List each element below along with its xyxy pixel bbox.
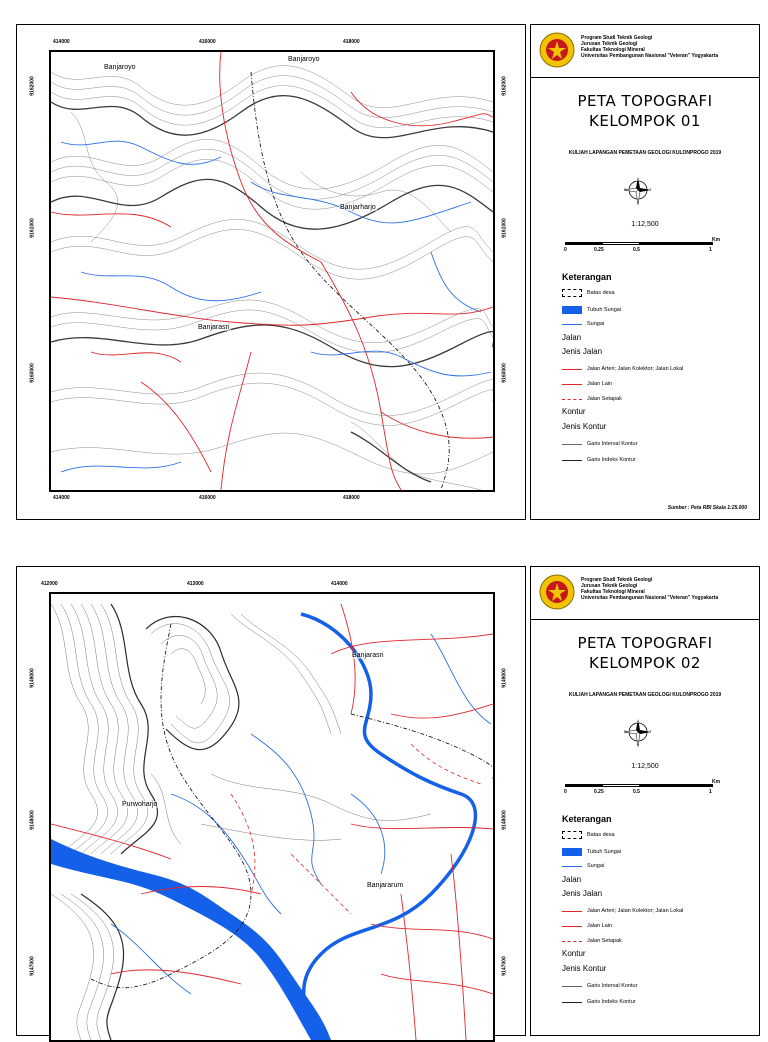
index-contour-icon [562,1002,582,1003]
river-line-icon [562,324,582,325]
x-tick: 418000 [343,39,360,45]
svg-text:B: B [624,187,627,192]
scale-label: 0 [564,247,567,253]
legend-heading: Kontur [562,407,586,416]
river-line-icon [562,866,582,867]
main-road-icon [562,911,582,912]
legend-panel [530,24,760,520]
river-body-symbol-icon [562,306,582,314]
legend-row: Jalan Setapak [562,936,752,946]
scale-label: 0.25 [594,247,604,253]
y-tick: 9149000 [29,668,36,688]
legend-heading: Kontur [562,949,586,958]
y-tick: 9147000 [501,956,508,976]
main-road-icon [562,369,582,370]
svg-text:U: U [636,719,640,724]
legend-row: Sungai [562,861,752,871]
roads [51,604,493,1040]
svg-text:S: S [636,200,640,205]
legend-row: Garis Indeks Kontur [562,997,752,1007]
source-note: Sumber : Peta RBI Skala 1:25.000 [667,505,747,511]
legend-row: Batas desa [562,288,752,298]
scale-text: 1:12,500 [631,763,659,770]
map-2-canvas [51,594,493,1040]
svg-text:B: B [624,729,627,734]
map-frame [16,566,526,1036]
legend-heading: Jenis Jalan [562,347,603,356]
map-frame [16,24,526,520]
y-tick: 9149000 [501,668,508,688]
scale-unit: Km [712,237,721,243]
x-tick: 418000 [343,495,360,501]
legend-row: Tubuh Sungai [562,305,752,315]
y-tick: 9161000 [501,218,508,238]
scale-bar [565,784,713,787]
legend-row: Garis Interval Kontur [562,439,752,449]
contour-lines [51,66,493,490]
scale-label: 1 [709,789,712,795]
scale-text: 1:12,500 [631,221,659,228]
compass-rose-icon [623,717,653,747]
topographic-map-area[interactable] [49,50,495,492]
map-subtitle: KULIAH LAPANGAN PEMETAAN GEOLOGI KULONPROGO 2019 [568,150,722,156]
legend-row: Tubuh Sungai [562,847,752,857]
x-tick: 414000 [53,39,70,45]
legend-heading: Jenis Kontur [562,422,607,431]
place-label: Banjarharjo [340,204,376,211]
scale-label: 0.5 [633,789,640,795]
legend-row: Jalan Lain [562,379,752,389]
other-road-icon [562,384,582,385]
legend-heading: Jalan [562,333,582,342]
river-body [51,839,331,1040]
university-logo-icon [539,32,575,68]
legend-row: Sungai [562,319,752,329]
boundary-symbol-icon [562,289,582,297]
svg-text:T: T [649,187,652,192]
x-tick: 413000 [187,581,204,587]
interval-contour-icon [562,444,582,445]
y-tick: 9162000 [29,76,36,96]
scale-unit: Km [712,779,721,785]
place-label: Banjaroyo [288,56,320,63]
scale-label: 1 [709,247,712,253]
svg-text:S: S [636,742,640,747]
boundary-symbol-icon [562,831,582,839]
compass-rose-icon [623,175,653,205]
place-label: Banjarasri [198,324,230,331]
y-tick: 9162000 [501,76,508,96]
map-sheet-2 [0,566,768,1024]
y-tick: 9147000 [29,956,36,976]
map-title: PETA TOPOGRAFI KELOMPOK 02 [577,634,713,672]
footpath-icon [562,941,582,942]
footpath-icon [562,399,582,400]
village-boundary [251,72,449,490]
legend-title: Keterangan [562,814,612,824]
scale-label: 0 [564,789,567,795]
institution-header [531,25,759,78]
scale-label: 0.25 [594,789,604,795]
x-tick: 414000 [53,495,70,501]
village-boundary [91,624,251,988]
place-label: Purwoharjo [122,801,158,808]
rivers [111,634,491,994]
legend-row: Jalan Arteri; Jalan Kolektor; Jalan Lokal [562,906,752,916]
y-tick: 9160000 [29,363,36,383]
legend-row: Jalan Setapak [562,394,752,404]
y-tick: 9161000 [29,218,36,238]
svg-text:T: T [649,729,652,734]
river-body-symbol-icon [562,848,582,856]
legend-panel [530,566,760,1036]
legend-row: Garis Interval Kontur [562,981,752,991]
interval-contour-icon [562,986,582,987]
contour-lines [51,604,431,1040]
y-tick: 9148000 [29,810,36,830]
scale-label: 0.5 [633,247,640,253]
y-tick: 9148000 [501,810,508,830]
place-label: Banjararum [367,882,404,889]
x-tick: 414000 [331,581,348,587]
place-label: Banjaroyo [104,64,136,71]
scale-bar [565,242,713,245]
map-title: PETA TOPOGRAFI KELOMPOK 01 [577,92,713,130]
other-road-icon [562,926,582,927]
legend-title: Keterangan [562,272,612,282]
legend-row: Garis Indeks Kontur [562,455,752,465]
index-contour-icon [562,460,582,461]
svg-text:U: U [636,177,640,182]
index-contours [51,96,493,482]
institution-header [531,567,759,620]
institution-text: Program Studi Teknik Geologi Jurusan Teknik Geologi Fakultas Teknologi Mineral Universitas Pembangunan Nasional "Veteran" Yogyakarta [581,35,719,59]
roads [51,52,493,490]
legend-heading: Jenis Kontur [562,964,607,973]
legend-row: Jalan Arteri; Jalan Kolektor; Jalan Lokal [562,364,752,374]
legend-heading: Jenis Jalan [562,889,603,898]
x-tick: 416000 [199,39,216,45]
legend-row: Batas desa [562,830,752,840]
map-subtitle: KULIAH LAPANGAN PEMETAAN GEOLOGI KULONPROGO 2019 [568,692,722,698]
y-tick: 9160000 [501,363,508,383]
legend-heading: Jalan [562,875,582,884]
map-1-canvas [51,52,493,490]
x-tick: 412000 [41,581,58,587]
place-label: Banjarasri [352,652,384,659]
university-logo-icon [539,574,575,610]
map-sheet-1 [0,24,768,521]
topographic-map-area[interactable] [49,592,495,1042]
x-tick: 416000 [199,495,216,501]
institution-text: Program Studi Teknik Geologi Jurusan Teknik Geologi Fakultas Teknologi Mineral Universitas Pembangunan Nasional "Veteran" Yogyakarta [581,577,719,601]
legend-row: Jalan Lain [562,921,752,931]
